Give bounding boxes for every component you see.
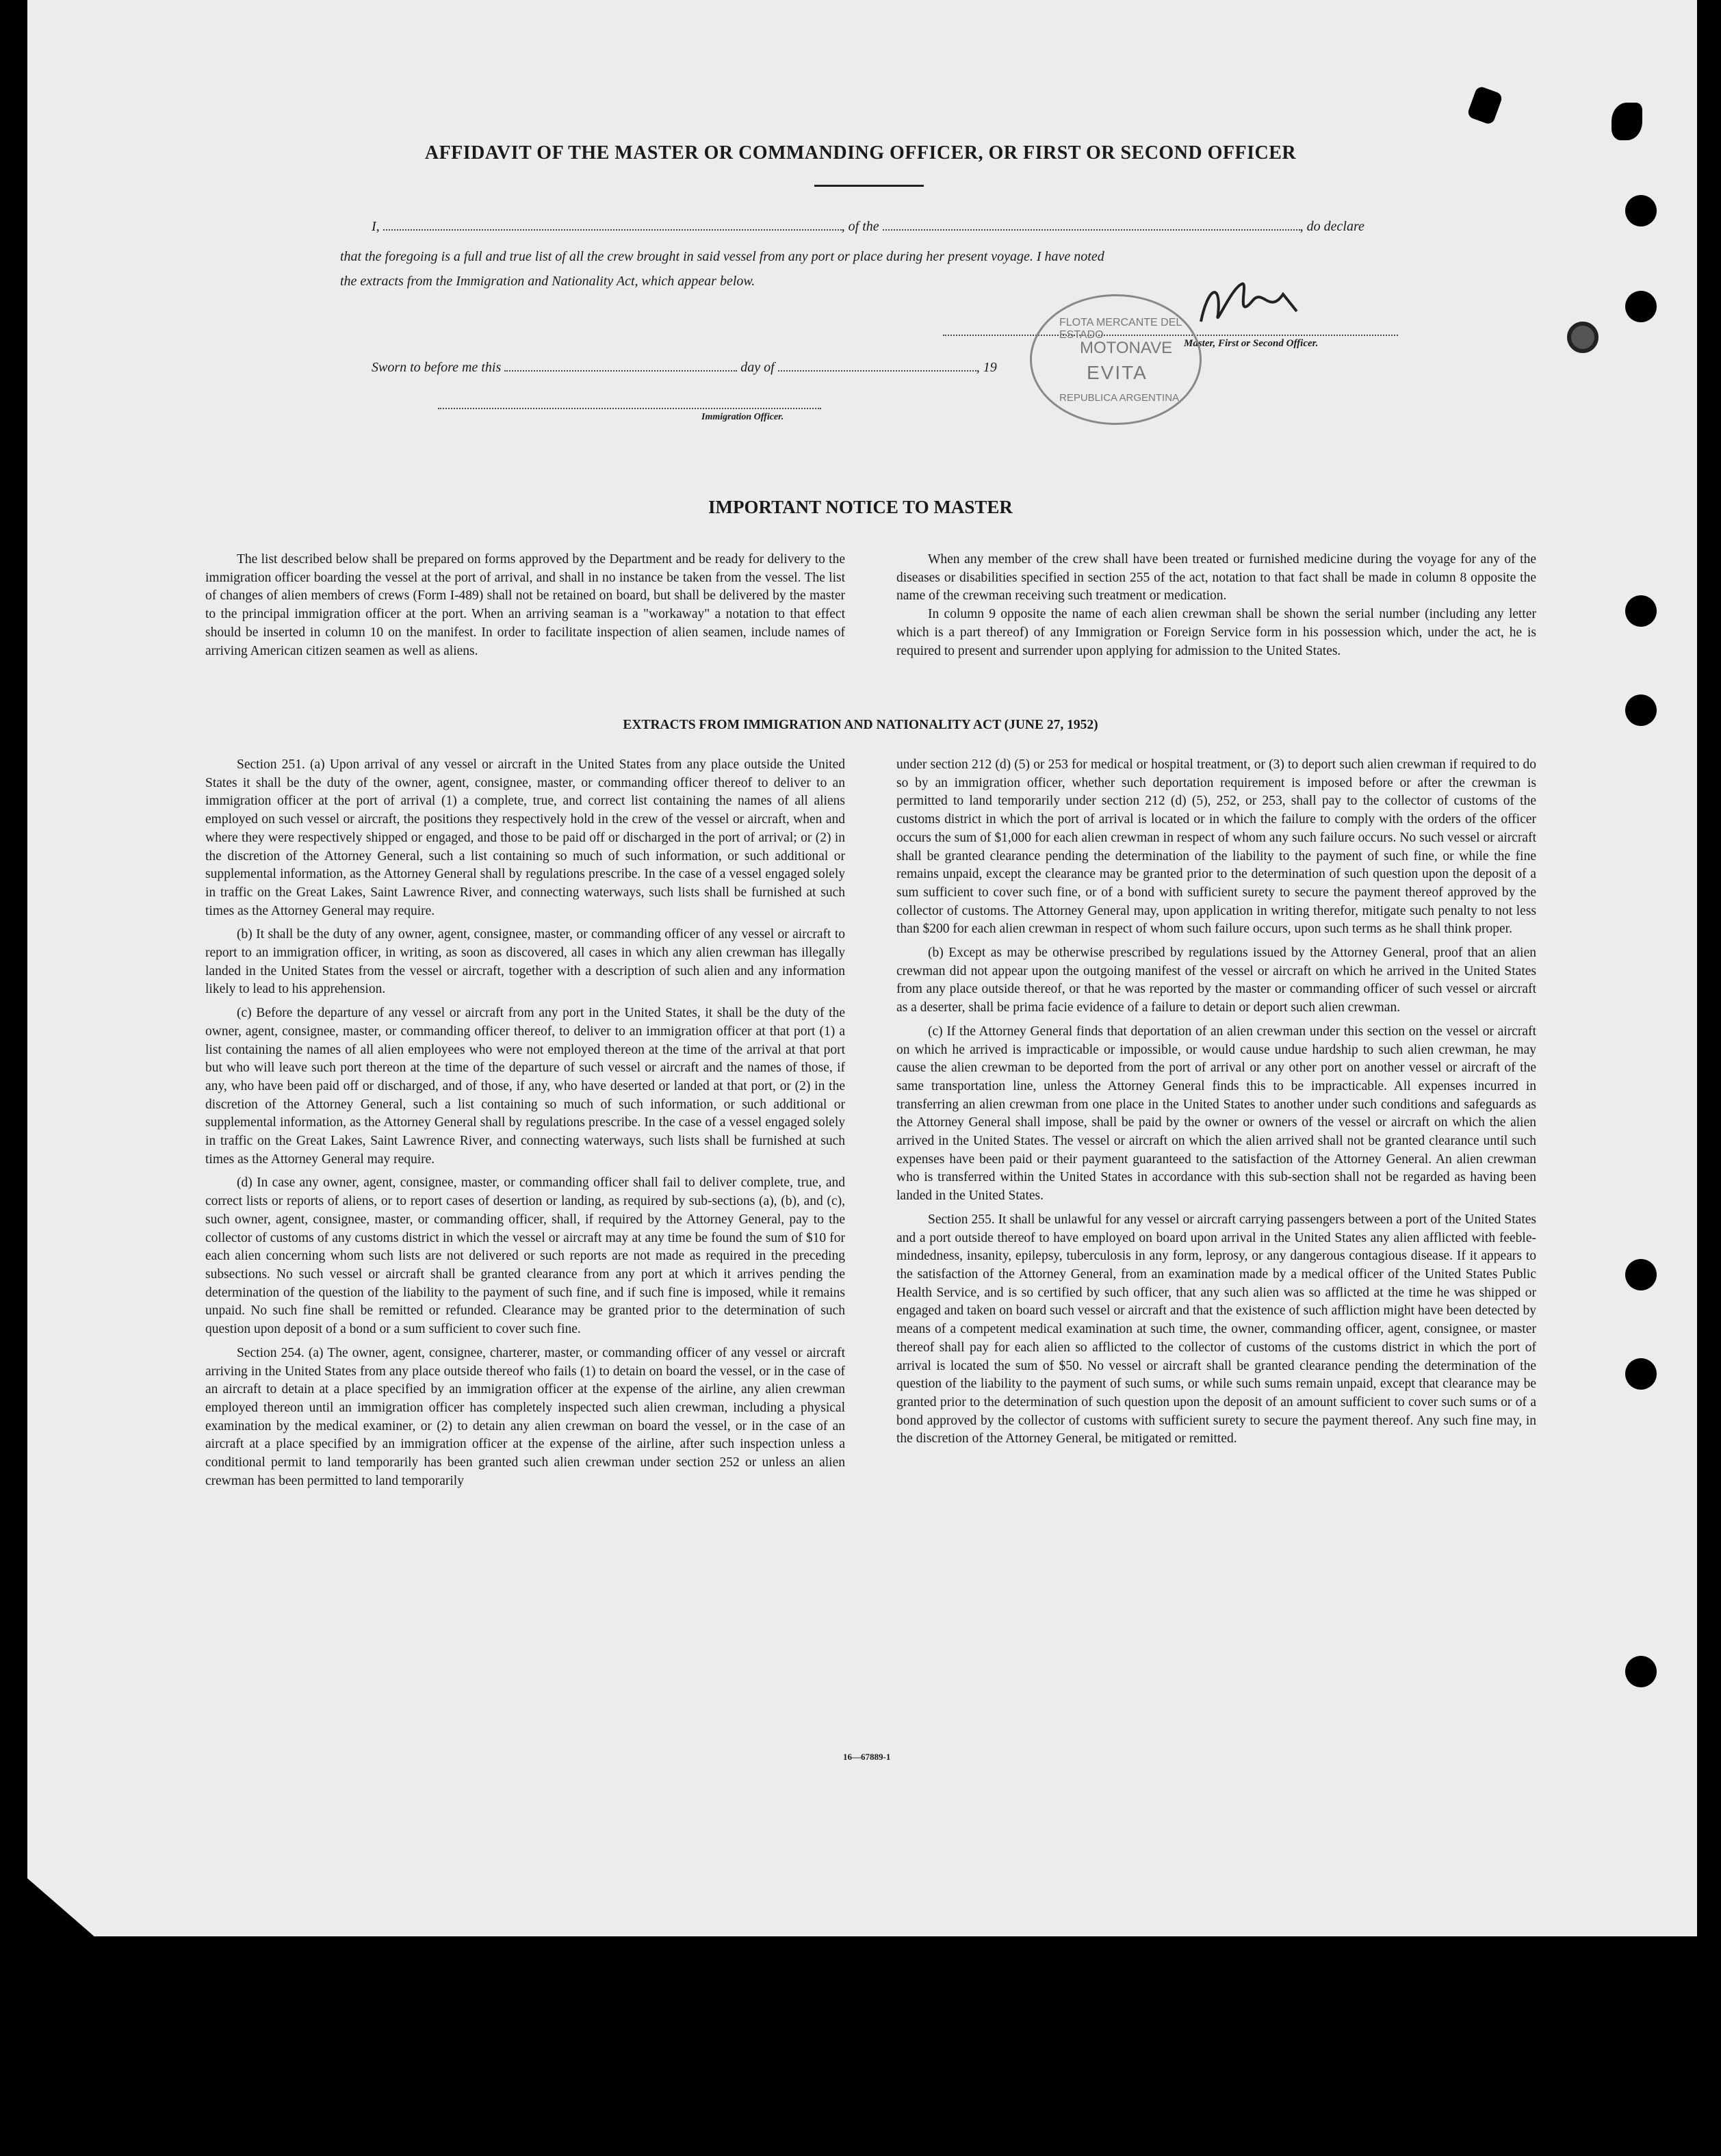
affidavit-line-1 bbox=[372, 219, 1364, 235]
notice-left-paragraph: The list described below shall be prepared on forms approved by the Department and be ready for delivery to the immigration officer boarding the vessel at the port of arrival, and shall in no instance be taken from the vessel. The list of changes of alien members of crews (Form I-489) shall not be retained on board, but shall be delivered by the master to the principal immigration officer at the port. When an arriving seaman is a "workaway" a notation to that effect should be inserted in column 10 on the manifest. In order to facilitate inspection of alien seamen, include names of arriving American citizen seamen as well as aliens. bbox=[205, 552, 845, 658]
stamp-mid-text: MOTONAVE bbox=[1080, 339, 1173, 357]
sworn-day-field[interactable] bbox=[504, 369, 737, 372]
binder-hole bbox=[1625, 1358, 1657, 1390]
ship-stamp bbox=[1030, 294, 1202, 425]
binder-hole bbox=[1625, 595, 1657, 627]
stamp-vessel-name: EVITA bbox=[1087, 362, 1148, 383]
stamp-bottom-text: REPUBLICA ARGENTINA bbox=[1059, 392, 1180, 404]
handwritten-signature bbox=[1194, 274, 1304, 335]
act-paragraph: Section 255. It shall be unlawful for any vessel or aircraft carrying passengers between a port of the United States and a port outside thereof to have employed on board upon arrival in the United States any alien afflicted with feeble-mindedness, insanity, epilepsy, tuberculosis in any form, leprosy, or any dangerous contagious disease. If it appears to the satisfaction of the Attorney General, from an examination made by a medical officer of the United States Public Health Service, and is so certified by such officer, that any such alien was so afflicted at the time he was shipped or engaged and taken on board such vessel or aircraft and that the existence of such affliction might have been detected by means of a competent medical examination at such time, the owner, commanding officer, agent, consignee, or master thereof shall pay for each alien so afflicted to the collector of customs of the customs district in which the port of arrival is located the sum of $50. No vessel or aircraft shall be granted clearance pending the determination of the question of the liability to the payment of such sums, or while such sums remain unpaid, except that clearance may be granted prior to the determination of such question upon the deposit of an amount sufficient to cover such sums or of a bond approved by the collector of customs with sufficient surety to secure the payment thereof. Any such fine may, in the discretion of the Attorney General, be mitigated or remitted. bbox=[896, 1212, 1536, 1446]
name-field[interactable] bbox=[383, 229, 842, 231]
officer-label: Immigration Officer. bbox=[701, 412, 784, 422]
do-declare-label: , do declare bbox=[1299, 219, 1364, 234]
affidavit-title: AFFIDAVIT OF THE MASTER OR COMMANDING OFFICER, OR FIRST OR SECOND OFFICER bbox=[424, 142, 1297, 164]
act-paragraph: (c) If the Attorney General finds that deportation of an alien crewman under this section on the vessel or aircraft on which he arrived is impracticable or impossible, or would cause undue hardship to such alien crewman, he may cause the alien crewman to be deported from the port of arrival or any other port on another vessel or aircraft of the same transportation line, unless the Attorney General finds this to be impracticable. All expenses incurred in transferring an alien crewman from one place in the United States to another under such conditions and safeguards as the Attorney General shall impose, shall be paid by the owner or owners of the vessel or aircraft on which the alien arrived in the United States. The vessel or aircraft on which the alien arrived shall not be granted clearance until such expenses have been paid or their payment guaranteed to the satisfaction of the Attorney General. An alien crewman who is transferred within the United States in accordance with this sub-section shall not be regarded as having been landed in the United States. bbox=[896, 1024, 1536, 1204]
binder-hole bbox=[1625, 291, 1657, 322]
act-paragraph: (b) Except as may be otherwise prescribed by regulations issued by the Attorney General, proof that an alien crewman did not appear upon the outgoing manifest of the vessel or aircraft on which he arrived in the United States from any place outside thereof, or that he was reported by the master or commanding officer of such vessel or aircraft as a deserter, shall be prima facie evidence of a failure to detain or deport such alien crewman. bbox=[896, 946, 1536, 1015]
notice-right-paragraph-2: In column 9 opposite the name of each alien crewman shall be shown the serial number (including any letter which is a part thereof) of any Immigration or Foreign Service form in his possession which, under the act, he is required to present and surrender upon applying for admission to the United States. bbox=[896, 607, 1536, 658]
act-paragraph: (d) In case any owner, agent, consignee, master, or commanding officer shall fail to deliver complete, true, and correct lists or reports of aliens, or to report cases of desertion or landing, as required by sub-sections (a), (b), and (c), such owner, agent, consignee, master, or commanding officer, shall, if required by the Attorney General, pay to the collector of customs of any customs district in which the vessel or aircraft may at any time be found the sum of $10 for each alien concerning whom such lists are not delivered or such reports are not made as required in the preceding subsections. No such vessel or aircraft shall be granted clearance from any port at which it arrives pending the determination of the question of the liability to the payment of such fine, and if such fine is imposed, while it remains unpaid. No such fine shall be remitted or refunded. Clearance may be granted prior to the determination of such question upon deposit of a bond or a sum sufficient to cover such fine. bbox=[205, 1176, 845, 1337]
act-paragraph: (c) Before the departure of any vessel or aircraft from any port in the United States, it shall be the duty of the owner, agent, consignee, master, or commanding officer thereof, to deliver to an immigration officer at that port (1) a list containing the names of all alien employees who were not employed thereon at the time of the arrival at that port but who will leave such port thereon at the time of the departure of such vessel or aircraft and the names of those, if any, who have been paid off or discharged, and of those, if any, who have deserted or landed at that port, or (2) in the discretion of the Attorney General, such a list containing so much of such information, or such additional or supplemental information, as the Attorney General shall by regulations prescribe. In the case of a vessel engaged solely in traffic on the Great Lakes, Saint Lawrence River, and connecting waterways, such lists shall be furnished at such times as the Attorney General may require. bbox=[205, 1006, 845, 1167]
i-label: I, bbox=[372, 219, 380, 234]
year-label: , 19 bbox=[976, 360, 997, 375]
day-of-label: day of bbox=[740, 360, 775, 375]
act-paragraph: Section 251. (a) Upon arrival of any vessel or aircraft in the United States from any place outside the United States it shall be the duty of the owner, agent, consignee, master, or commanding officer thereof to deliver to an immigration officer at the port of arrival (1) a complete, true, and correct list containing the names of all aliens employed on such vessel or aircraft, the positions they respectively hold in the crew of the vessel or aircraft, when and where they were respectively shipped or engaged, and those to be paid off or discharged in the port of arrival; or (2) in the discretion of the Attorney General, such a list containing so much of such information, or such additional or supplemental information, as the Attorney General shall by regulations prescribe. In the case of a vessel engaged solely in traffic on the Great Lakes, Saint Lawrence River, and connecting waterways, such lists shall be furnished at such times as the Attorney General may require. bbox=[205, 757, 845, 918]
affidavit-line-2: that the foregoing is a full and true list of all the crew brought in said vessel from any port or place during her present voyage. I have noted bbox=[340, 249, 1104, 264]
act-paragraph: Section 254. (a) The owner, agent, consignee, charterer, master, or commanding officer of any vessel or aircraft arriving in the United States from any place outside thereof who fails (1) to detain on board the vessel, or in the case of an aircraft to detain at a place specified by an immigration officer at the expense of the airline, any alien crewman employed thereon until an immigration officer has completely inspected such alien crewman, including a physical examination by the medical examiner, or (2) to detain any alien crewman on board the vessel, or in the case of an aircraft at a place specified by an immigration officer at the expense of the airline, after such inspection unless a conditional permit to land temporarily has been granted such alien crewman under section 252 or unless an alien crewman has been permitted to land temporarily bbox=[205, 1345, 845, 1488]
act-paragraph: (b) It shall be the duty of any owner, agent, consignee, master, or commanding officer of any vessel or aircraft to report to an immigration officer, in writing, as soon as discovered, all cases in which any alien crewman has illegally landed in the United States from the vessel or aircraft, together with a description of such alien and any information likely to lead to his apprehension. bbox=[205, 927, 845, 997]
form-number: 16—67889-1 bbox=[843, 1752, 891, 1762]
officer-signature-line[interactable] bbox=[438, 407, 821, 409]
paper-tear-mark bbox=[1612, 103, 1642, 140]
of-the-label: , of the bbox=[841, 219, 879, 234]
binder-hole bbox=[1625, 1656, 1657, 1687]
notice-right-paragraph-1: When any member of the crew shall have been treated or furnished medicine during the voyage for any of the diseases or disabilities specified in section 255 of the act, notation to that fact shall be made in column 8 opposite the name of the crewman receiving such treatment or medication. bbox=[896, 552, 1536, 603]
notice-right-column bbox=[896, 551, 1536, 666]
notice-title: IMPORTANT NOTICE TO MASTER bbox=[708, 497, 1013, 517]
binder-hole bbox=[1625, 1259, 1657, 1290]
master-label: Master, First or Second Officer. bbox=[1184, 338, 1319, 349]
sworn-month-field[interactable] bbox=[778, 369, 976, 372]
act-right-column bbox=[896, 756, 1536, 1454]
affidavit-line-3: the extracts from the Immigration and Nationality Act, which appear below. bbox=[340, 274, 755, 289]
sworn-line bbox=[372, 360, 997, 376]
notice-left-column bbox=[205, 551, 845, 666]
act-left-column bbox=[205, 756, 845, 1496]
binder-hole bbox=[1625, 195, 1657, 226]
extracts-title: EXTRACTS FROM IMMIGRATION AND NATIONALITY ACT (JUNE 27, 1952) bbox=[623, 718, 1098, 732]
sworn-label: Sworn to before me this bbox=[372, 360, 502, 375]
binder-hole bbox=[1567, 322, 1599, 353]
stamp-top-text: FLOTA MERCANTE DEL ESTADO bbox=[1059, 317, 1182, 341]
act-paragraph: under section 212 (d) (5) or 253 for medical or hospital treatment, or (3) to deport such alien crewman if required to do so by an immigration officer, whether such deportation requirement is imposed before or after the crewman is permitted to land temporarily under section 212 (d) (5), 252, or 253, shall pay to the collector of customs of the customs district in which the port of arrival is located or in which the failure to comply with the orders of the officer occurs the sum of $1,000 for each alien crewman in respect of whom any such failure occurs. No such vessel or aircraft shall be granted clearance pending the determination of the liability to the payment of such fine, or while the fine remains unpaid, except the clearance may be granted prior to the determination of such question upon the deposit of a sum sufficient to cover such fine, or of a bond with sufficient surety to secure the payment thereof approved by the collector of customs. The Attorney General may, upon application in writing therefor, mitigate such penalty to not less than $200 for each alien crewman in respect of whom such failure occurs, upon such terms as he shall think proper. bbox=[896, 757, 1536, 937]
title-rule bbox=[814, 185, 924, 187]
vessel-field[interactable] bbox=[883, 229, 1300, 231]
